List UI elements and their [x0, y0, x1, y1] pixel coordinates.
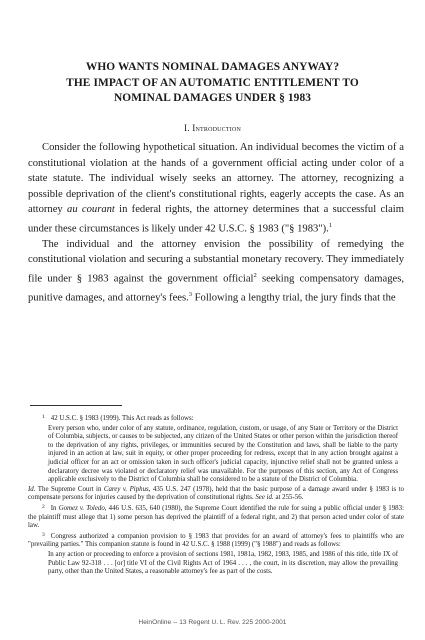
paragraph-1: Consider the following hypothetical situation. An individual becomes the victim of a constitutional violation at the hands of a government official acting under color of a state statute. The individual wisely seeks an attorney. The attorney, recognizing a possible deprivation of the client's constitutional rights, eagerly accepts the case. As an attorney au courant in federal rights, the attorney determines that a successful claim under these circumstances is likely under 42 U.S.C. § 1983 ("§ 1983").$^1$: [28, 142, 404, 235]
title-line-1: WHO WANTS NOMINAL DAMAGES ANYWAY?: [85, 61, 340, 73]
page-footer: HeinOnline -- 13 Regent U. L. Rev. 225 2000-2001: [138, 619, 287, 626]
article-title: [20, 60, 405, 107]
footnote-3-quote: In any action or proceeding to enforce a provision of sections 1981, 1981a, 1982, 1983, 1985, and 1986 of this title, title IX of Public Law 92-318 . . . [or] title VI of the Civil Rights Act of 1964 . . . , the court, in its discretion, may allow the prevailing party, other than the United States, a reasonable attorney's fee as part of the costs.: [48, 550, 398, 576]
case-name: Carey v. Piphus: [103, 485, 149, 493]
italic-phrase: au courant: [67, 204, 115, 215]
footnote-3: $^3$ Congress authorized a companion provision to § 1983 that provides for an award of attorney's fees to plaintiffs who are "prevailing parties." This companion statute is found in 42 U.S.C. § 1988 (1999) ("§ 1988") and reads as follows:: [28, 531, 404, 549]
title-line-3: NOMINAL DAMAGES UNDER § 1983: [113, 92, 312, 104]
footnote-mark: 2: [42, 503, 45, 510]
case-name: Gomez v. Toledo: [58, 504, 105, 512]
footnote-1-quote: Every person who, under color of any statute, ordinance, regulation, custom, or usage, of any State or Territory or the District of Columbia, subjects, or causes to be subjected, any citizen of the United States or other person within the jurisdiction thereof to the deprivation of any rights, privileges, or immunities secured by the Constitution and laws, shall be liable to the party injured in an action at law, suit in equity, or other proper proceeding for redress, except that in any action brought against a judicial officer for an act or omission taken in such officer's judicial capacity, injunctive relief shall not be granted unless a declaratory decree was violated or declaratory relief was unavailable. For the purposes of this section, any Act of Congress applicable exclusively to the District of Columbia shall be considered to be a statute of the District of Columbia.: [48, 424, 398, 484]
title-line-2: THE IMPACT OF AN AUTOMATIC ENTITLEMENT TO: [66, 76, 359, 89]
footnote-ref-3[interactable]: 3: [188, 290, 193, 298]
footnote-2: $^2$ In Gomez v. Toledo, 446 U.S. 635, 640 (1980), the Supreme Court identified the rule for suing a public official under § 1983: the plaintiff must allege that 1) some person has deprived the plaintiff of a federal right, and 2) that person acted under color of state law.: [28, 503, 404, 530]
article-body: [28, 140, 404, 306]
footnote-1: $^1$ 42 U.S.C. § 1983 (1999). This Act reads as follows:: [42, 414, 194, 422]
footnote-mark: 3: [42, 531, 45, 538]
footnote-mark: 1: [42, 414, 45, 420]
footnote-divider: [30, 405, 122, 406]
paragraph-2: The individual and the attorney envision the possibility of remedying the constitutional violation and securing a substantial monetary recovery. They immediately file under § 1983 against the government official$^2$ seeking compensatory damages, punitive damages, and attorney's fees.$^3$ Following a lengthy trial, the jury finds that the: [28, 238, 404, 304]
footnote-1-continued: Id. The Supreme Court in Carey v. Piphus, 435 U.S. 247 (1978), held that the basic purpose of a damage award under § 1983 is to compensate persons for injuries caused by the deprivation of constitutional rights. See id. at 255-56.: [28, 485, 404, 502]
section-heading: I. Introduction: [183, 123, 242, 133]
footnotes: [28, 413, 404, 578]
footnote-ref-2[interactable]: 2: [253, 271, 257, 279]
footnote-ref-1[interactable]: 1: [328, 221, 333, 229]
